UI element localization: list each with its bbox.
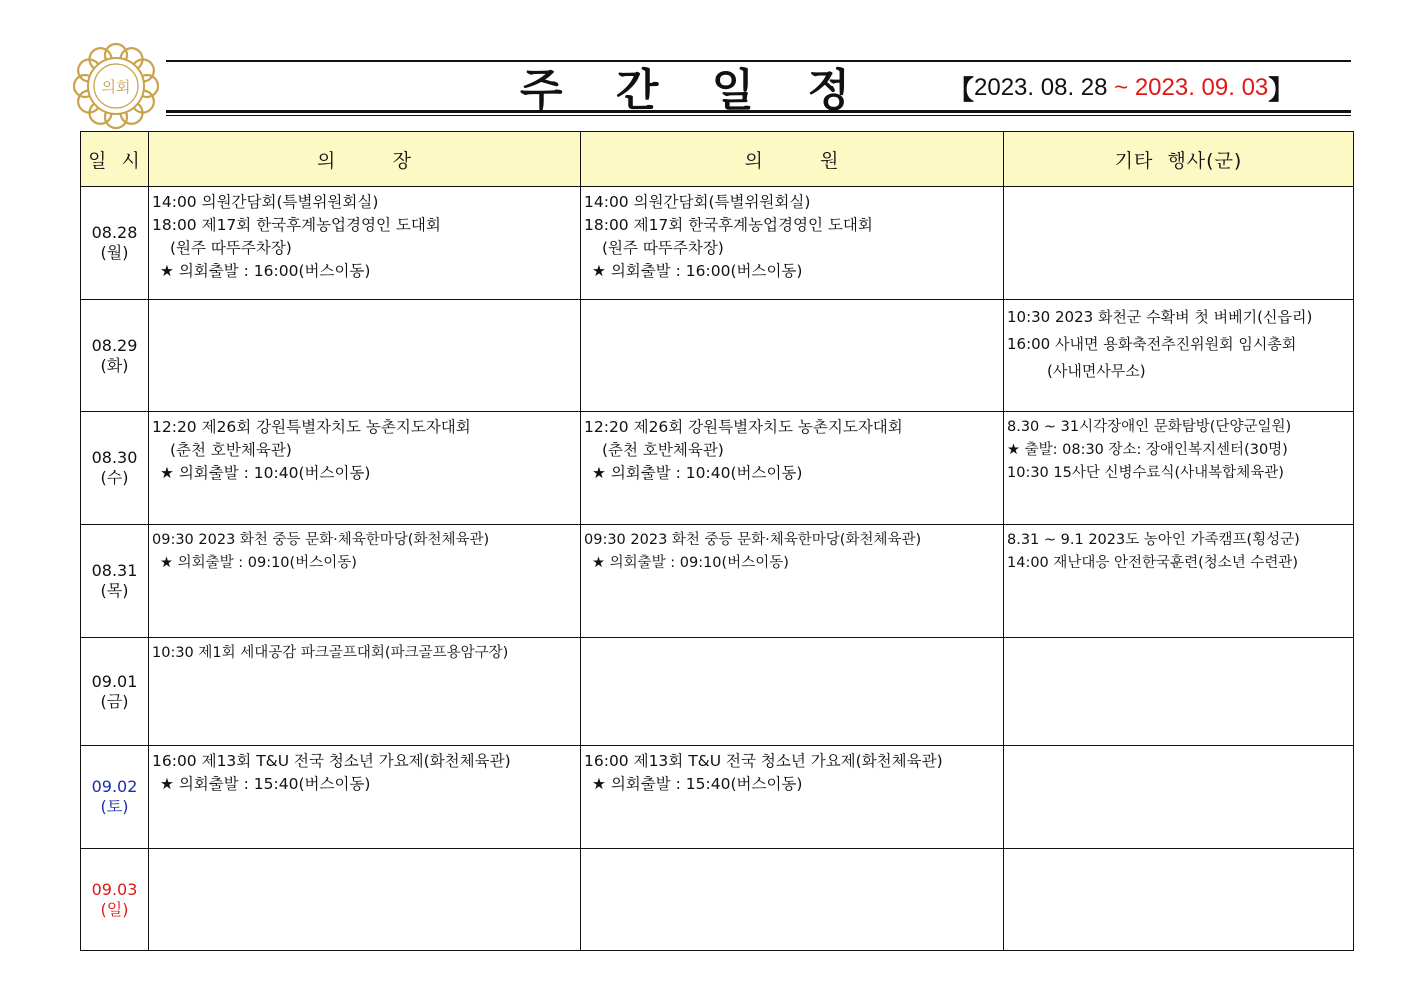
member-schedule [581,187,1004,300]
chair-schedule [149,300,581,412]
schedule-line: ★ 출발: 08:30 장소: 장애인복지센터(30명) [1007,442,1288,458]
other-schedule [1004,746,1354,849]
table-row [81,746,1354,849]
schedule-line: 16:00 제13회 T&U 전국 청소년 가요제(화천체육관) [152,752,511,770]
schedule-line: ★ 의회출발 : 09:10(버스이동) [160,555,357,571]
member-schedule [581,300,1004,412]
schedule-line: 14:00 재난대응 안전한국훈련(청소년 수련관) [1007,555,1299,571]
seal-text: 의회 [101,78,131,96]
other-schedule [1004,849,1354,951]
title-char: 일 [711,65,755,116]
chair-schedule [149,746,581,849]
day-weekday: (목) [100,581,129,600]
period-open-bracket: 【 [948,74,975,105]
day-weekday: (월) [100,243,129,262]
schedule-line: (춘천 호반체육관) [170,441,292,459]
day-date: 09.03 [91,879,138,899]
day-date: 09.01 [91,671,138,691]
period-end: 2023. 09. 03 [1134,74,1269,101]
chair-schedule [149,412,581,525]
schedule-line: ★ 의회출발 : 16:00(버스이동) [160,262,371,280]
table-row [81,525,1354,638]
member-schedule [581,746,1004,849]
period-close-bracket: 】 [1268,74,1295,105]
schedule-line: 12:20 제26회 강원특별자치도 농촌지도자대회 [152,418,471,436]
day-cell [81,300,149,412]
schedule-line: (원주 따뚜주차장) [170,239,292,257]
day-cell-sunday [81,849,149,951]
day-weekday: (일) [100,899,129,919]
page-title [520,60,850,116]
period-start: 2023. 08. 28 [974,74,1108,101]
other-schedule [1004,412,1354,525]
day-date: 08.31 [91,561,138,580]
day-date: 08.28 [91,223,138,242]
other-schedule [1004,300,1354,412]
chair-schedule [149,638,581,746]
day-cell-saturday [81,746,149,849]
title-char: 간 [615,65,659,116]
chair-schedule [149,849,581,951]
table-row [81,187,1354,300]
schedule-line: 18:00 제17회 한국후계농업경영인 도대회 [584,216,873,234]
header-chair: 의 장 [149,132,581,187]
schedule-line: 09:30 2023 화천 중등 문화·체육한마당(화천체육관) [584,532,922,548]
chair-schedule [149,525,581,638]
day-cell [81,525,149,638]
day-cell [81,412,149,525]
period-separator: ~ [1107,74,1135,101]
schedule-line: (춘천 호반체육관) [602,441,724,459]
schedule-line: 12:20 제26회 강원특별자치도 농촌지도자대회 [584,418,903,436]
header-other-events: 기타 행사(군) [1004,132,1354,187]
header-datetime: 일 시 [81,132,149,187]
schedule-line: 14:00 의원간담회(특별위원회실) [152,193,379,211]
header-rule-bottom-thin [166,115,1351,116]
day-weekday: (수) [100,468,129,487]
schedule-line: 09:30 2023 화천 중등 문화·체육한마당(화천체육관) [152,532,490,548]
schedule-line: ★ 의회출발 : 10:40(버스이동) [160,464,371,482]
schedule-period [948,68,1294,108]
day-weekday: (금) [100,691,129,711]
title-char: 주 [520,65,563,116]
day-weekday: (화) [100,355,129,375]
council-seal-icon [72,42,160,130]
other-schedule [1004,187,1354,300]
header-member: 의 원 [581,132,1004,187]
day-cell [81,638,149,746]
schedule-line: 8.30 ~ 31시각장애인 문화탐방(단양군일원) [1007,419,1292,435]
other-schedule [1004,525,1354,638]
schedule-line: ★ 의회출발 : 15:40(버스이동) [592,775,803,793]
member-schedule [581,849,1004,951]
schedule-line: (원주 따뚜주차장) [602,239,724,257]
member-schedule [581,412,1004,525]
schedule-line: 8.31 ~ 9.1 2023도 농아인 가족캠프(횡성군) [1007,532,1300,548]
schedule-line: ★ 의회출발 : 15:40(버스이동) [160,775,371,793]
day-date: 09.02 [91,777,138,796]
schedule-line: 10:30 15사단 신병수료식(사내복합체육관) [1007,465,1284,481]
schedule-line: 10:30 2023 화천군 수확벼 첫 벼베기(신읍리) [1007,308,1313,326]
schedule-line: 16:00 제13회 T&U 전국 청소년 가요제(화천체육관) [584,752,943,770]
day-weekday: (토) [100,797,129,816]
schedule-line: 10:30 제1회 세대공감 파크골프대회(파크골프용암구장) [152,645,509,661]
other-schedule [1004,638,1354,746]
chair-schedule [149,187,581,300]
schedule-line: ★ 의회출발 : 16:00(버스이동) [592,262,803,280]
day-date: 08.30 [91,448,138,467]
member-schedule [581,638,1004,746]
day-cell [81,187,149,300]
schedule-line: (사내면사무소) [1047,362,1146,380]
schedule-line: 16:00 사내면 용화축전추진위원회 임시총회 [1007,335,1297,353]
schedule-line: 14:00 의원간담회(특별위원회실) [584,193,811,211]
schedule-line: ★ 의회출발 : 10:40(버스이동) [592,464,803,482]
table-row [81,412,1354,525]
day-date: 08.29 [91,335,138,355]
title-char: 정 [807,65,850,116]
table-row [81,849,1354,951]
schedule-line: 18:00 제17회 한국후계농업경영인 도대회 [152,216,441,234]
schedule-table [80,131,1354,951]
member-schedule [581,525,1004,638]
table-header-row [81,132,1354,187]
schedule-line: ★ 의회출발 : 09:10(버스이동) [592,555,789,571]
table-row [81,638,1354,746]
table-row [81,300,1354,412]
